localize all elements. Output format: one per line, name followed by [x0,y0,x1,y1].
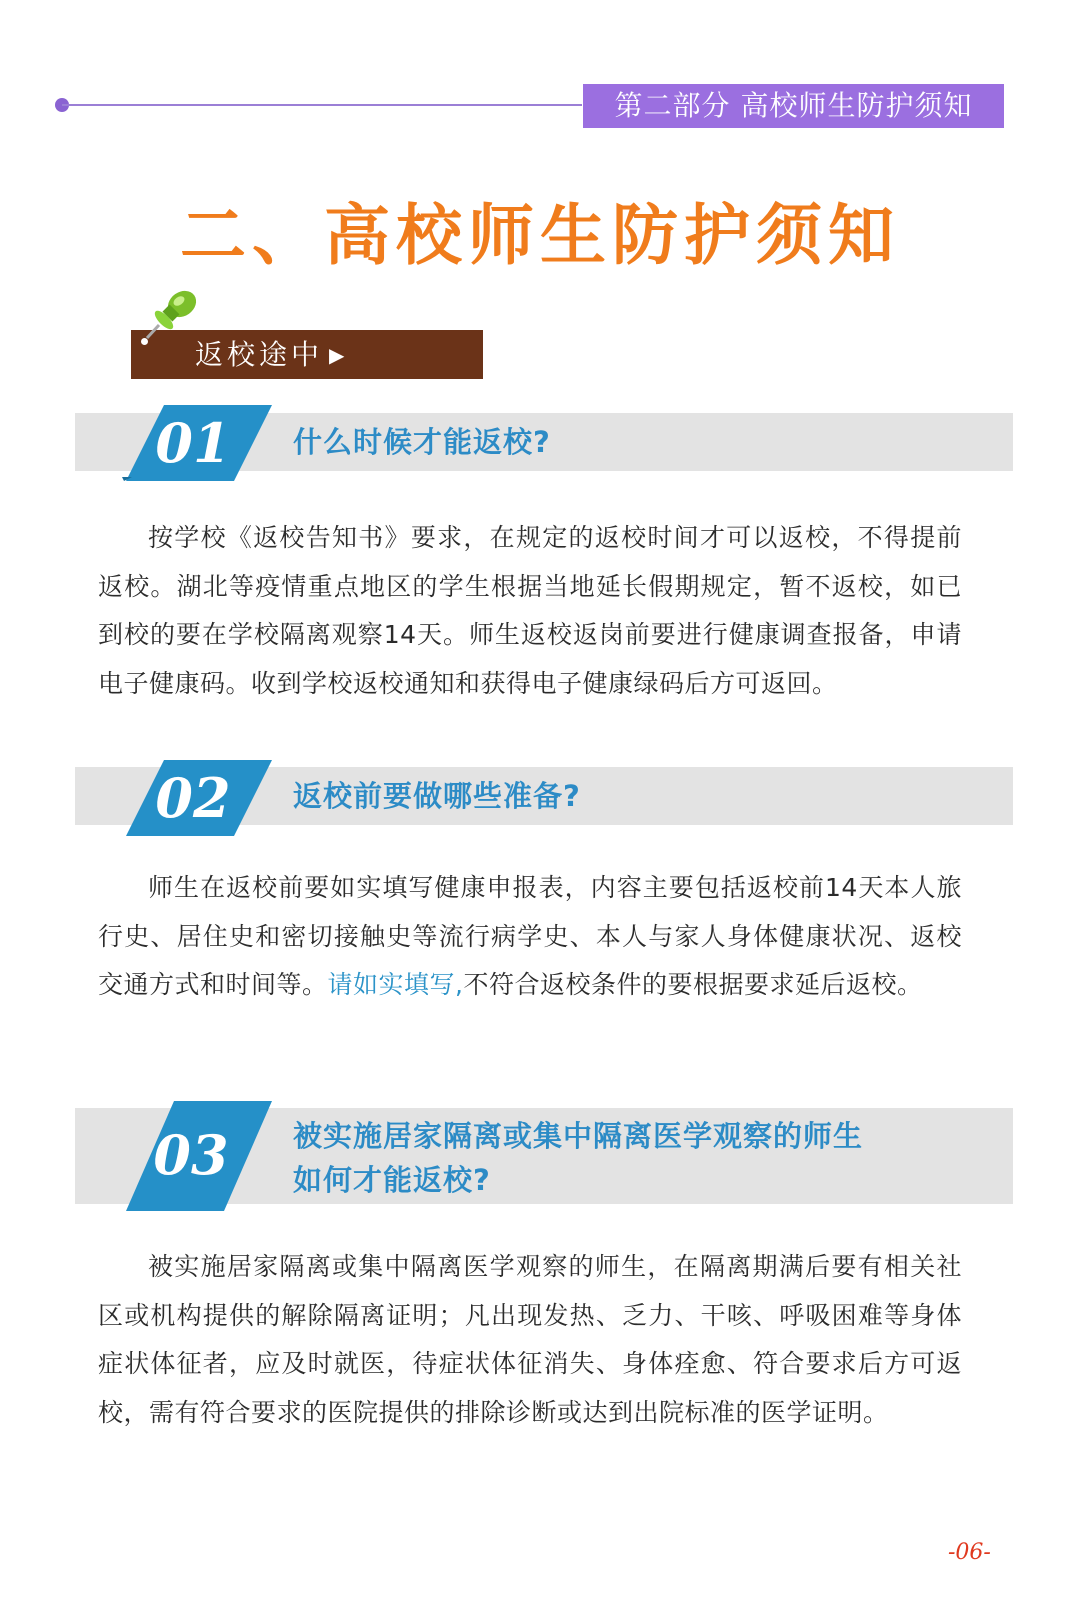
answer-text-02-post: 不符合返校条件的要根据要求延后返校。 [463,970,923,999]
answer-paragraph-03: 被实施居家隔离或集中隔离医学观察的师生，在隔离期满后要有相关社区或机构提供的解除隔离证明；凡出现发热、乏力、干咳、呼吸困难等身体症状体征者，应及时就医，待症状体征消失、身体痊愈、符合要求后方可返校，需有符合要求的医院提供的排除诊断或达到出院标准的医学证明。 [98,1252,962,1427]
question-number-03: 03 [153,1123,229,1187]
question-number-02: 02 [155,766,231,830]
question-title-01: 什么时候才能返校? [293,425,551,459]
section-banner: 第二部分 高校师生防护须知 [583,84,1004,128]
page-number: -06- [948,1540,991,1565]
answer-text-02-pre: 师生在返校前要如实填写健康申报表，内容主要包括返校前14天本人旅行史、居住史和密切接触史等流行病学史、本人与家人身体健康状况、返校交通方式和时间等。 [98,873,962,999]
question-title-02: 返校前要做哪些准备? [293,779,581,813]
question-title-03-line1: 被实施居家隔离或集中隔离医学观察的师生 [293,1119,864,1153]
question-title-03-line2: 如何才能返校? [293,1163,491,1197]
question-number-01: 01 [155,411,231,475]
page-title: 二、高校师生防护须知 [180,197,900,274]
answer-paragraph-02 [98,864,962,1010]
pushpin-icon [142,284,204,346]
subsection-label: 返校途中 [195,338,324,371]
question-title-03 [293,1114,863,1202]
header-line [62,104,582,106]
answer-highlight-02: 请如实填写, [327,970,464,999]
play-arrow-icon: ▶ [329,343,349,367]
answer-paragraph-01: 按学校《返校告知书》要求，在规定的返校时间才可以返校，不得提前返校。湖北等疫情重点地区的学生根据当地延长假期规定，暂不返校，如已到校的要在学校隔离观察14天。师生返校返岗前要进行健康调查报备，申请电子健康码。收到学校返校通知和获得电子健康绿码后方可返回。 [98,523,962,698]
